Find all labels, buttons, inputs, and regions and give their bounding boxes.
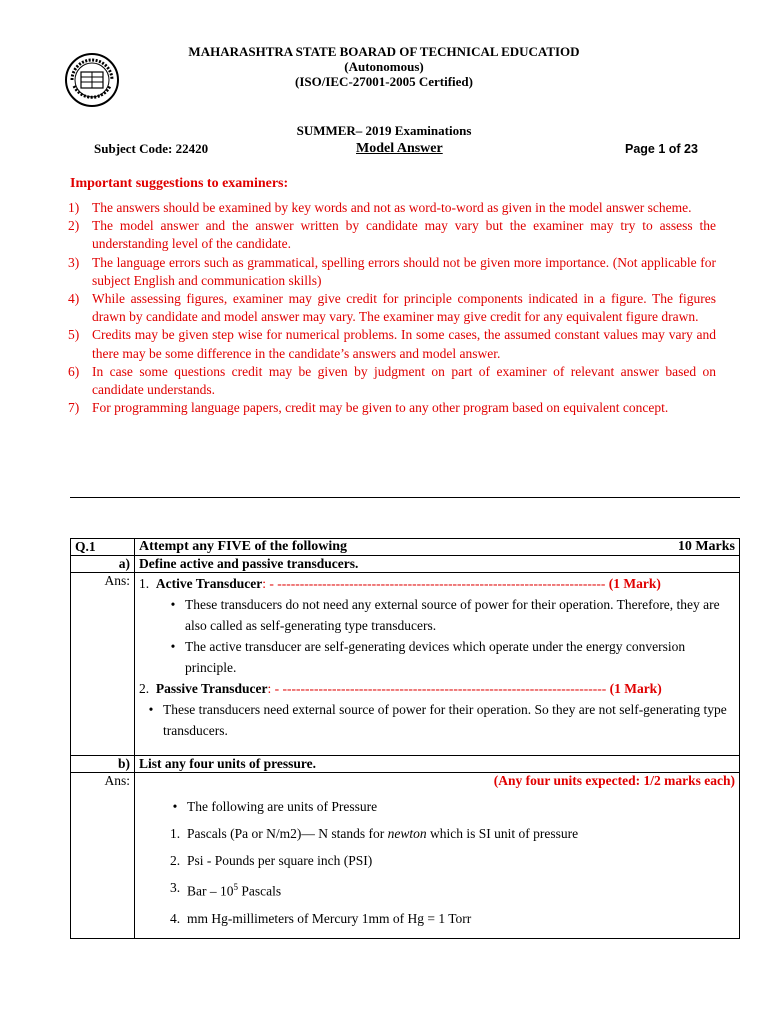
list-item: 3. Bar – $10^5$ Pascals [169,880,282,899]
list-item: 4. mm Hg-millimeters of Mercury 1mm of Hg = 1 Torr [169,910,472,926]
page-number: Page 1 of 23 [625,142,698,156]
question-marks: 10 Marks [677,539,735,554]
list-item: • The following are units of Pressure [172,799,378,814]
suggestion-item: 7) For programming language papers, credit may be given to any other program based on equivalent concept. [68,400,669,416]
answer-label: Ans: [71,773,135,939]
board-title: MAHARASHTRA STATE BOARAD OF TECHNICAL EDUCATIOD [188,44,580,59]
table-row [71,539,740,556]
subquestion-a-label: a) [71,556,135,573]
table-row [71,773,740,939]
table-row [71,573,740,756]
table-row [71,756,740,773]
list-item: • These transducers need external source of power for their operation. So they are not self-generating type transducers. [148,702,727,738]
answer-label: Ans: [71,573,135,756]
certification-label: (ISO/IEC-27001-2005 Certified) [294,74,473,89]
table-row [71,556,740,573]
list-item: 1. Pascals (Pa or N/m2)— N stands for newton which is SI unit of pressure [169,826,579,841]
autonomous-label: (Autonomous) [344,59,424,74]
question-number: Q.1 [71,539,135,556]
active-transducer-heading: 1. Active Transducer: - ------------------------------------------------------------------------- (1 Mark) [139,576,661,591]
passive-transducer-heading: 2. Passive Transducer: - ------------------------------------------------------------------------ (1 Mark) [139,681,662,696]
list-item: 2. Psi - Pounds per square inch (PSI) [169,853,373,868]
question-instruction: Attempt any FIVE of the following [139,539,348,554]
list-item: • These transducers do not need any external source of power for their operation. Therefore, they are also called as self-generating type transducers. [170,597,720,633]
exam-title: SUMMER– 2019 Examinations [296,123,472,138]
suggestions-list [68,199,716,417]
subquestion-b-text: List any four units of pressure. [135,756,740,773]
suggestion-item: 6) In case some questions credit may be given by judgment on part of examiner of relevant answer based on candidate understands. [68,363,716,398]
suggestion-item: 5) Credits may be given step wise for numerical problems. In some cases, the assumed constant values may vary and there may be some difference in the candidate’s answers and model answer. [68,327,716,361]
suggestions-title: Important suggestions to examiners: [70,176,289,191]
horizontal-divider [70,497,740,498]
question-header [135,539,740,556]
subquestion-b-label: b) [71,756,135,773]
suggestion-item: 1) The answers should be examined by key words and not as word-to-word as given in the model answer scheme. [68,200,692,215]
list-item: • The active transducer are self-generating devices which operate under the energy conversion principle. [170,639,686,675]
model-answer-heading: Model Answer [356,141,443,156]
suggestion-item: 4) While assessing figures, examiner may give credit for principle components indicated in a figure. The figures drawn by candidate and model answer may vary. The examiner may give credit for any equivalent figure drawn. [68,291,716,325]
suggestion-item: 2) The model answer and the answer written by candidate may vary but the examiner may try to assess the understanding level of the candidate. [68,218,716,252]
answer-table [70,538,740,939]
answer-a-body [135,573,740,756]
subquestion-a-text: Define active and passive transducers. [135,556,740,573]
answer-b-body [135,773,740,939]
suggestion-item: 3) The language errors such as grammatical, spelling errors should not be given more importance. (Not applicable for subject English and communication skills) [68,254,716,288]
subject-code: Subject Code: 22420 [94,141,209,156]
units-marks-note: (Any four units expected: 1/2 marks each) [493,773,735,788]
